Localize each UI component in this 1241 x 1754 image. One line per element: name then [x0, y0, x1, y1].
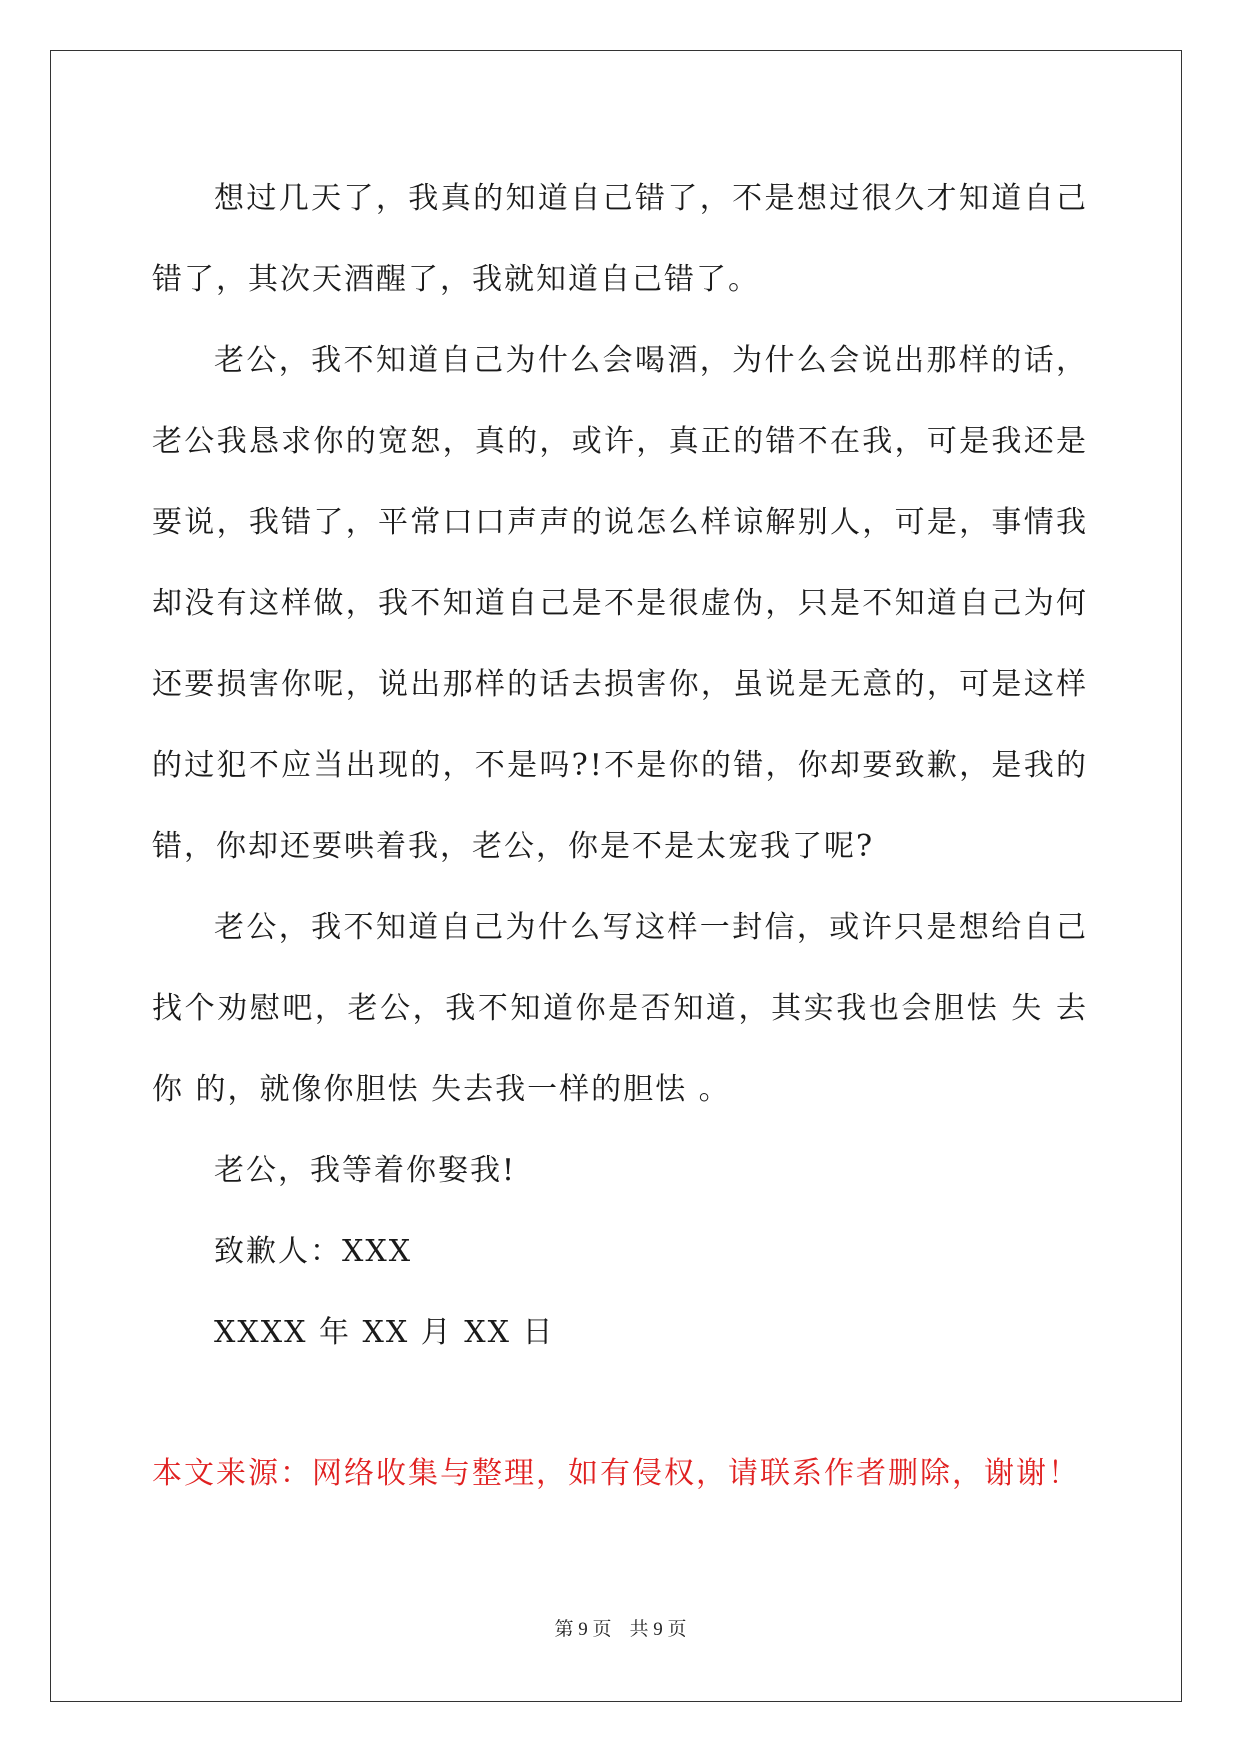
paragraph-4: 老公，我等着你娶我! [214, 1153, 517, 1188]
paragraph-1: 想过几天了，我真的知道自己错了，不是想过很久才知道自己错了，其次天酒醒了，我就知道自己错了。 [152, 181, 1088, 297]
signature-line: 致歉人：XXX [214, 1234, 413, 1269]
page-number: 第 9 页 [554, 1619, 612, 1640]
page-footer [0, 1614, 1241, 1641]
page-total: 共 9 页 [629, 1619, 687, 1640]
letter-body [152, 158, 1088, 1373]
paragraph-3: 老公，我不知道自己为什么写这样一封信，或许只是想给自己找个劝慰吧，老公，我不知道你是否知道，其实我也会胆怯 失 去 你 的，就像你胆怯 失去我一样的胆怯 。 [152, 910, 1088, 1107]
paragraph-2: 老公，我不知道自己为什么会喝酒，为什么会说出那样的话，老公我恳求你的宽恕，真的，或许，真正的错不在我，可是我还是要说，我错了，平常口口声声的说怎么样谅解别人，可是，事情我却没有这样做，我不知道自己是不是很虚伪，只是不知道自己为何还要损害你呢，说出那样的话去损害你，虽说是无意的，可是这样的过犯不应当出现的，不是吗?!不是你的错，你却要致歉，是我的错，你却还要哄着我，老公，你是不是太宠我了呢? [152, 343, 1088, 864]
date-line: XXXX 年 XX 月 XX 日 [214, 1315, 555, 1350]
source-note: 本文来源：网络收集与整理，如有侵权，请联系作者删除，谢谢！ [152, 1456, 1080, 1491]
